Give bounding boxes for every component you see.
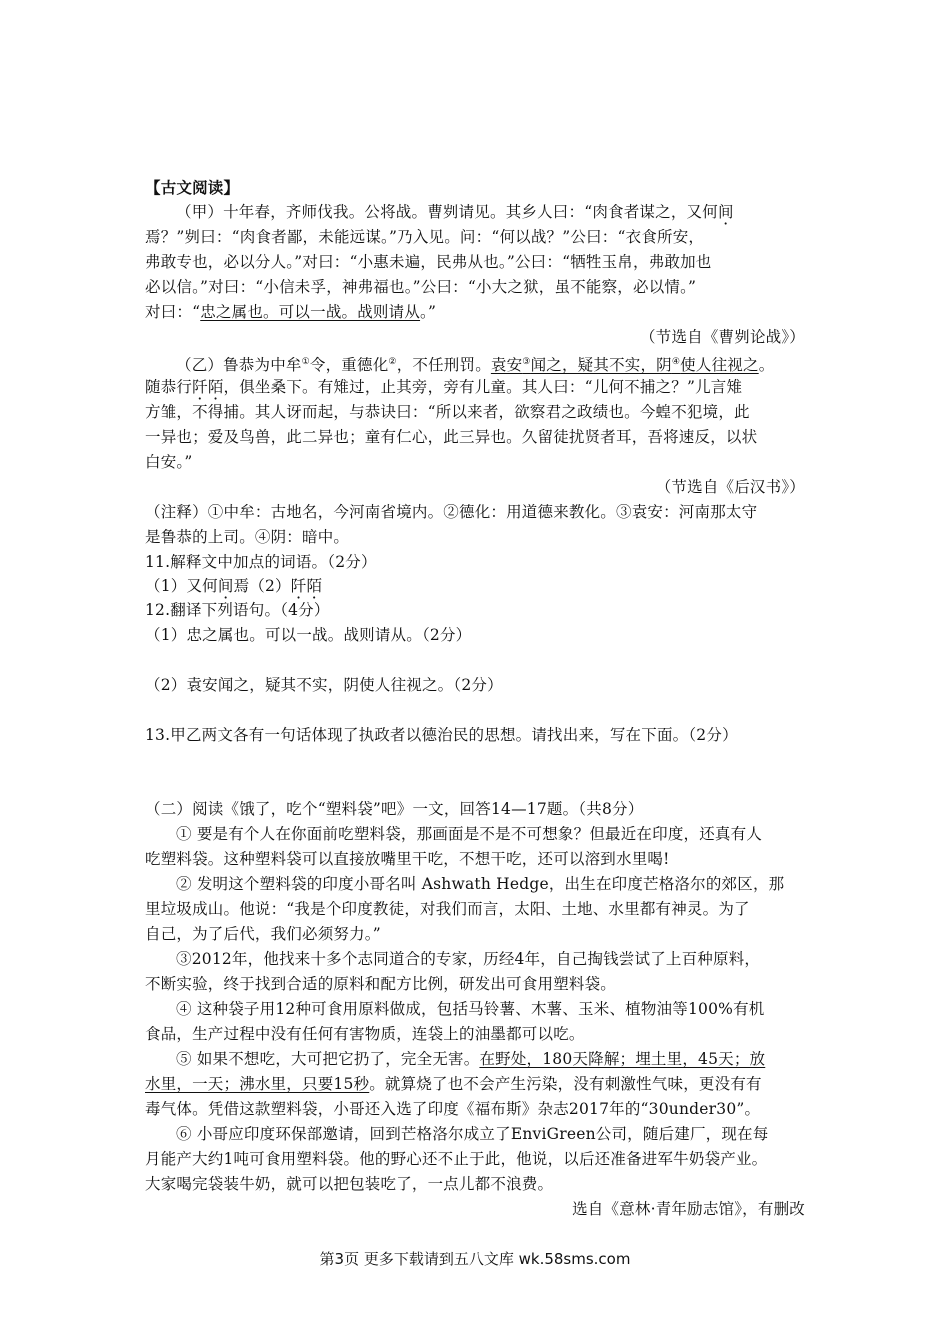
part2-heading: （二）阅读《饿了，吃个“塑料袋”吧》一文，回答14—17题。（共8分）	[145, 800, 644, 818]
para-6-line-2: 月能产大约1吨可食用塑料袋。他的野心还不止于此，他说，以后还准备进军牛奶袋产业。	[145, 1150, 768, 1168]
jia-line-4: 必以信。”对曰：“小信未孚，神弗福也。”公曰：“小大之狱，虽不能察，必以情。”	[145, 278, 697, 296]
para-4-line-1: ④ 这种袋子用12种可食用原料做成，包括马铃薯、木薯、玉米、植物油等100%有机	[176, 1000, 765, 1018]
para-1-line-1: ① 要是有个人在你面前吃塑料袋，那画面是不是不可想象？但最近在印度，还真有人	[176, 825, 763, 843]
question-11-items: （1）又何间焉（2）阡陌	[145, 577, 323, 595]
question-12: 12.翻译下列语句。（4分）	[145, 601, 330, 619]
para-6-line-1: ⑥ 小哥应印度环保部邀请，回到芒格洛尔成立了EnviGreen公司，随后建厂，现在每	[176, 1125, 769, 1143]
para-6-line-3: 大家喝完袋装牛奶，就可以把包装吃了，一点儿都不浪费。	[145, 1175, 554, 1193]
para-2-line-1: ② 发明这个塑料袋的印度小哥名叫 Ashwath Hedge，出生在印度芒格洛尔的郊区，那	[176, 875, 785, 893]
para-5-line-3: 毒气体。凭借这款塑料袋，小哥还入选了印度《福布斯》杂志2017年的“30under30”。	[145, 1100, 761, 1118]
jia-line-3: 弗敢专也，必以分人。”对曰：“小惠未遍，民弗从也。”公曰：“牺牲玉帛，弗敢加也	[145, 253, 712, 271]
page-footer: 第3页 更多下载请到五八文库 wk.58sms.com	[319, 1250, 631, 1268]
para-1-line-2: 吃塑料袋。这种塑料袋可以直接放嘴里干吃，不想干吃，还可以溶到水里喝!	[145, 850, 670, 868]
jia-line-1: （甲）十年春，齐师伐我。公将战。曹刿请见。其乡人曰：“肉食者谋之，又何间	[176, 203, 734, 221]
jia-line-5: 对曰：“忠之属也。可以一战。战则请从。”	[145, 303, 437, 321]
jia-line-2: 焉？”刿曰：“肉食者鄙，未能远谋。”乃入见。问：“何以战？”公曰：“衣食所安，	[145, 228, 705, 246]
para-3-line-2: 不断实验，终于找到合适的原料和配方比例，研发出可食用塑料袋。	[145, 975, 617, 993]
yi-line-1: （乙）鲁恭为中牟①令，重德化②，不任刑罚。袁安③闻之，疑其不实，阴④使人往视之。	[176, 356, 775, 374]
jia-source: （节选自《曹刿论战》）	[640, 328, 805, 346]
underlined-sentence: 水里，一天；沸水里，只要15秒	[145, 1075, 370, 1093]
para-5-line-2: 水里，一天；沸水里，只要15秒。就算烧了也不会产生污染，没有刺激性气味，更没有有	[145, 1075, 762, 1093]
dotted-word: 阡	[192, 378, 208, 396]
underlined-sentence: 在野处，180天降解；埋土里，45天；放	[479, 1050, 766, 1068]
question-13: 13.甲乙两文各有一句话体现了执政者以德治民的思想。请找出来，写在下面。（2分）	[145, 726, 738, 744]
dotted-word: 阡	[290, 577, 307, 595]
underlined-sentence: 忠之属也。可以一战。战则请从	[200, 303, 421, 321]
para-5-line-1: ⑤ 如果不想吃，大可把它扔了，完全无害。在野处，180天降解；埋土里，45天；放	[176, 1050, 766, 1068]
para-3-line-1: ③2012年，他找来十多个志同道合的专家，历经4年，自己掏钱尝试了上百种原料，	[176, 950, 761, 968]
dotted-word: 陌	[207, 378, 224, 396]
yi-line-3: 方雏，不得捕。其人讶而起，与恭诀曰：“所以来者，欲察君之政绩也。今蝗不犯境，此	[145, 403, 750, 421]
question-11: 11.解释文中加点的词语。（2分）	[145, 553, 377, 571]
dotted-word: 间	[717, 203, 734, 221]
para-4-line-2: 食品，生产过程中没有任何有害物质，连袋上的油墨都可以吃。	[145, 1025, 585, 1043]
dotted-word: 间	[217, 577, 234, 595]
underlined-sentence: 袁安③闻之，疑其不实，阴④使人往视之	[490, 356, 759, 374]
para-2-line-2: 里垃圾成山。他说：“我是个印度教徒，对我们而言，太阳、土地、水里都有神灵。为了	[145, 900, 750, 918]
notes-line-2: 是鲁恭的上司。④阴：暗中。	[145, 528, 350, 546]
section-title: 【古文阅读】	[145, 178, 240, 197]
yi-line-5: 白安。”	[145, 453, 193, 471]
dotted-word: 陌	[306, 577, 323, 595]
yi-line-2: 随恭行阡陌，俱坐桑下。有雉过，止其旁，旁有儿童。其人曰：“儿何不捕之？”儿言雉	[145, 378, 743, 396]
yi-line-4: 一异也；爱及鸟兽，此二异也；童有仁心，此三异也。久留徒扰贤者耳，吾将速反，以状	[145, 428, 758, 446]
notes-line-1: （注释）①中牟：古地名，今河南省境内。②德化：用道德来教化。③袁安：河南那太守	[145, 503, 758, 521]
para-2-line-3: 自己，为了后代，我们必须努力。”	[145, 925, 381, 943]
part2-source: 选自《意林·青年励志馆》，有删改	[572, 1200, 805, 1218]
yi-source: （节选自《后汉书》）	[655, 478, 805, 496]
question-12-2: （2）袁安闻之，疑其不实，阴使人往视之。（2分）	[145, 676, 503, 694]
question-12-1: （1）忠之属也。可以一战。战则请从。（2分）	[145, 626, 472, 644]
